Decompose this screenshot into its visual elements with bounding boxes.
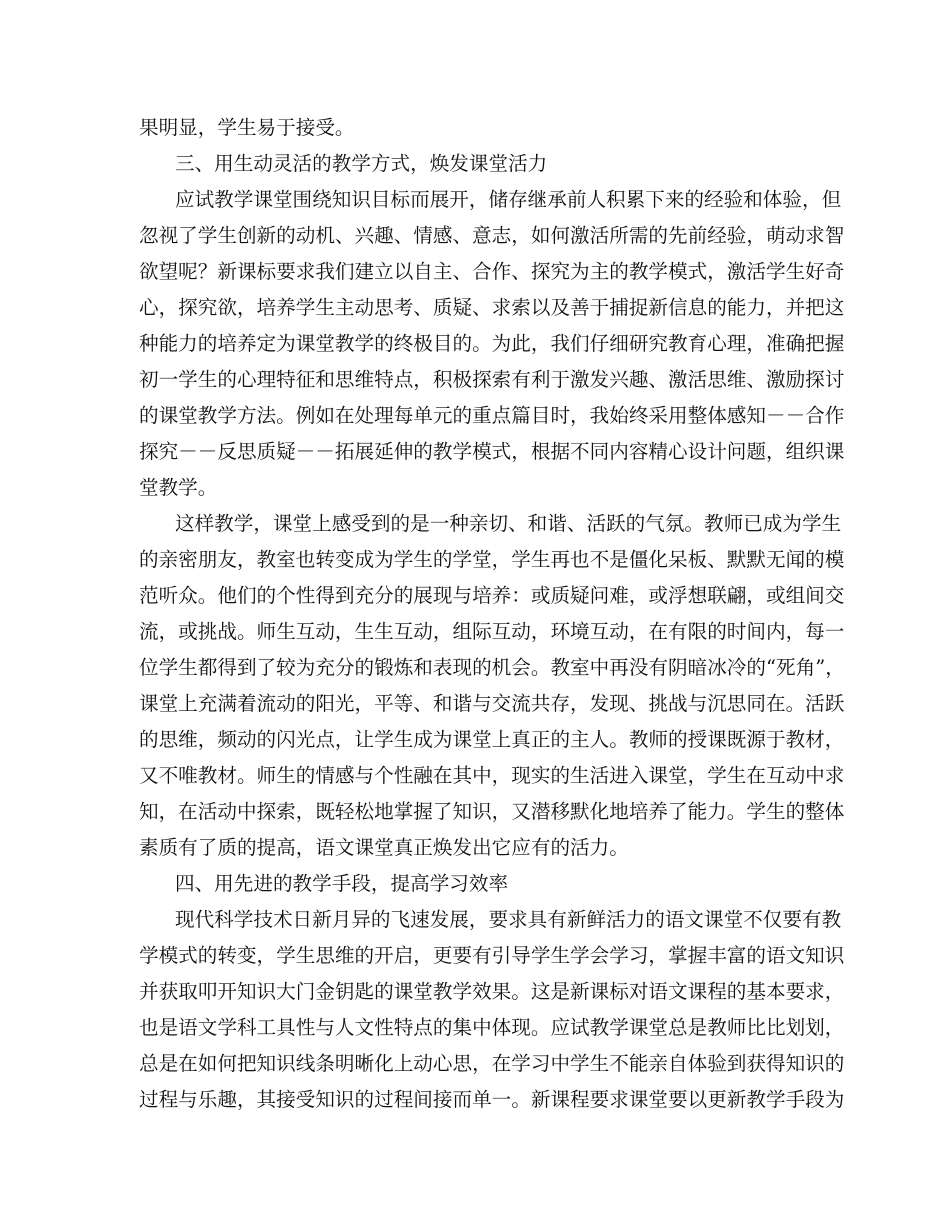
text-line: 种能力的培养定为课堂教学的终极目的。为此，我们仔细研究教育心理，准确把握: [139, 332, 845, 355]
text-line: 总是在如何把知识线条明晰化上动心思，在学习中学生不能亲自体验到获得知识的: [139, 1052, 845, 1075]
text-line: 素质有了质的提高，语文课堂真正焕发出它应有的活力。: [139, 836, 629, 859]
text-line: 过程与乐趣，其接受知识的过程间接而单一。新课程要求课堂要以更新教学手段为: [139, 1088, 845, 1111]
text-line: 又不唯教材。师生的情感与个性融在其中，现实的生活进入课堂，学生在互动中求: [139, 764, 845, 787]
text-line: 堂教学。: [139, 476, 218, 499]
text-line: 流，或挑战。师生互动，生生互动，组际互动，环境互动，在有限的时间内，每一: [139, 620, 845, 643]
text-line: 应试教学课堂围绕知识目标而展开，储存继承前人积累下来的经验和体验，但: [175, 188, 842, 211]
text-line: 位学生都得到了较为充分的锻炼和表现的机会。教室中再没有阴暗冰冷的“死角”，: [139, 656, 845, 679]
text-line: 也是语文学科工具性与人文性特点的集中体现。应试教学课堂总是教师比比划划，: [139, 1016, 845, 1039]
text-line: 心，探究欲，培养学生主动思考、质疑、求索以及善于捕捉新信息的能力，并把这: [139, 296, 845, 319]
text-line: 课堂上充满着流动的阳光，平等、和谐与交流共存，发现、挑战与沉思同在。活跃: [139, 692, 845, 715]
section-heading: 三、用生动灵活的教学方式，焕发课堂活力: [175, 152, 548, 175]
text-line: 果明显，学生易于接受。: [139, 116, 355, 139]
text-line: 欲望呢？新课标要求我们建立以自主、合作、探究为主的教学模式，激活学生好奇: [139, 260, 845, 283]
text-line: 探究－－反思质疑－－拓展延伸的教学模式，根据不同内容精心设计问题，组织课: [139, 440, 845, 463]
text-line: 并获取叩开知识大门金钥匙的课堂教学效果。这是新课标对语文课程的基本要求，: [139, 980, 845, 1003]
text-line: 学模式的转变，学生思维的开启，更要有引导学生学会学习，掌握丰富的语文知识: [139, 944, 845, 967]
section-heading: 四、用先进的教学手段，提高学习效率: [175, 872, 509, 895]
text-line: 的亲密朋友，教室也转变成为学生的学堂，学生再也不是僵化呆板、默默无闻的模: [139, 548, 845, 571]
text-line: 现代科学技术日新月异的飞速发展，要求具有新鲜活力的语文课堂不仅要有教: [175, 908, 842, 931]
text-line: 知，在活动中探索，既轻松地掌握了知识，又潜移默化地培养了能力。学生的整体: [139, 800, 845, 823]
text-line: 的课堂教学方法。例如在处理每单元的重点篇目时，我始终采用整体感知－－合作: [139, 404, 845, 427]
text-line: 初一学生的心理特征和思维特点，积极探索有利于激发兴趣、激活思维、激励探讨: [139, 368, 845, 391]
text-line: 的思维，频动的闪光点，让学生成为课堂上真正的主人。教师的授课既源于教材，: [139, 728, 845, 751]
text-line: 这样教学，课堂上感受到的是一种亲切、和谐、活跃的气氛。教师已成为学生: [175, 512, 842, 535]
text-line: 忽视了学生创新的动机、兴趣、情感、意志，如何激活所需的先前经验，萌动求智: [139, 224, 845, 247]
text-line: 范听众。他们的个性得到充分的展现与培养：或质疑问难，或浮想联翩，或组间交: [139, 584, 845, 607]
